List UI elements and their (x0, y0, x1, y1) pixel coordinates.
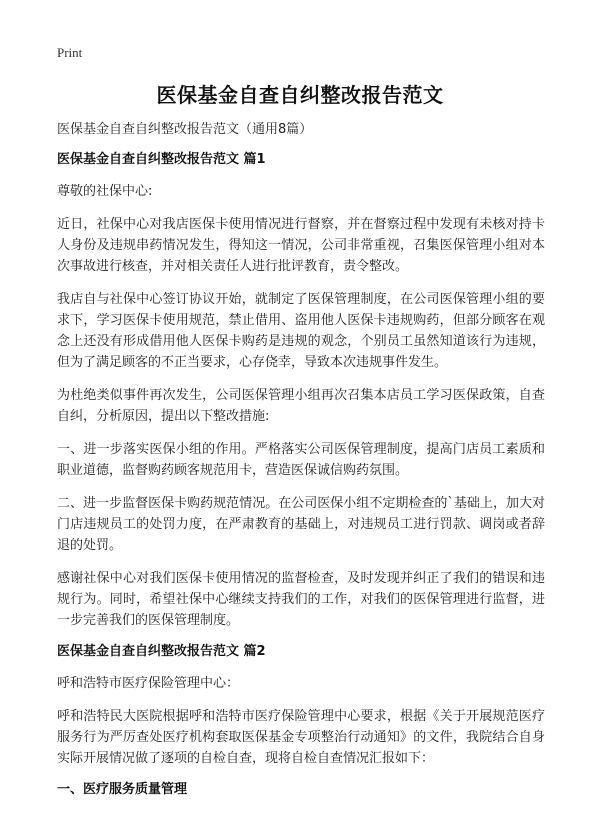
paragraph-1-3: 为杜绝类似事件再次发生，公司医保管理小组再次召集本店员工学习医保政策，自查自纠，分析原因，提出以下整改措施: (57, 388, 545, 424)
salutation-2: 呼和浩特市医疗保险管理中心： (57, 676, 240, 691)
subheading-2-1: 一、医疗服务质量管理 (57, 782, 188, 797)
page-title: 医保基金自查自纠整改报告范文 (156, 83, 444, 107)
paragraph-1-4: 一、进一步落实医保小组的作用。严格落实公司医保管理制度，提高门店员工素质和职业道德，监督购药顾客规范用卡，营造医保诚信购药氛围。 (57, 442, 545, 478)
section-heading-2: 医保基金自查自纠整改报告范文 篇2 (57, 644, 266, 659)
paragraph-1-1: 近日，社保中心对我店医保卡使用情况进行督察，并在督察过程中发现有未核对持卡人身份及违规串药情况发生，得知这一情况，公司非常重视，召集医保管理小组对本次事故进行核查，并对相关责任人进行批评教育，责令整改。 (57, 217, 545, 274)
paragraph-1-5: 二、进一步监督医保卡购药规范情况。在公司医保小组不定期检查的`基础上，加大对门店违规员工的处罚力度，在严肃教育的基础上，对违规员工进行罚款、调岗或者辞退的处罚。 (57, 496, 545, 553)
section-heading-1: 医保基金自查自纠整改报告范文 篇1 (57, 152, 266, 167)
paragraph-1-2: 我店自与社保中心签订协议开始，就制定了医保管理制度，在公司医保管理小组的要求下，学习医保卡使用规范，禁止借用、盗用他人医保卡违规购药，但部分顾客在观念上还没有形成借用他人医保卡购药是违规的观念，个别员工虽然知道该行为违规，但为了满足顾客的不正当要求，心存侥幸，导致本次违规事件发生。 (57, 292, 545, 370)
article-body (57, 121, 545, 811)
article-subtitle: 医保基金自查自纠整改报告范文（通用8篇） (57, 122, 313, 137)
print-link[interactable]: Print (57, 45, 83, 60)
paragraph-2-1: 呼和浩特民大医院根据呼和浩特市医疗保险管理中心要求，根据《关于开展规范医疗服务行为严厉查处医疗机构套取医保基金专项整治行动通知》的文件，我院结合自身实际开展情况做了逐项的自检自查，现将自检自查情况汇报如下： (57, 709, 545, 766)
salutation-1: 尊敬的社保中心: (57, 184, 153, 199)
paragraph-1-6: 感谢社保中心对我们医保卡使用情况的监督检查，及时发现并纠正了我们的错误和违规行为。同时，希望社保中心继续支持我们的工作，对我们的医保管理进行监督，进一步完善我们的医保管理制度。 (57, 571, 545, 628)
